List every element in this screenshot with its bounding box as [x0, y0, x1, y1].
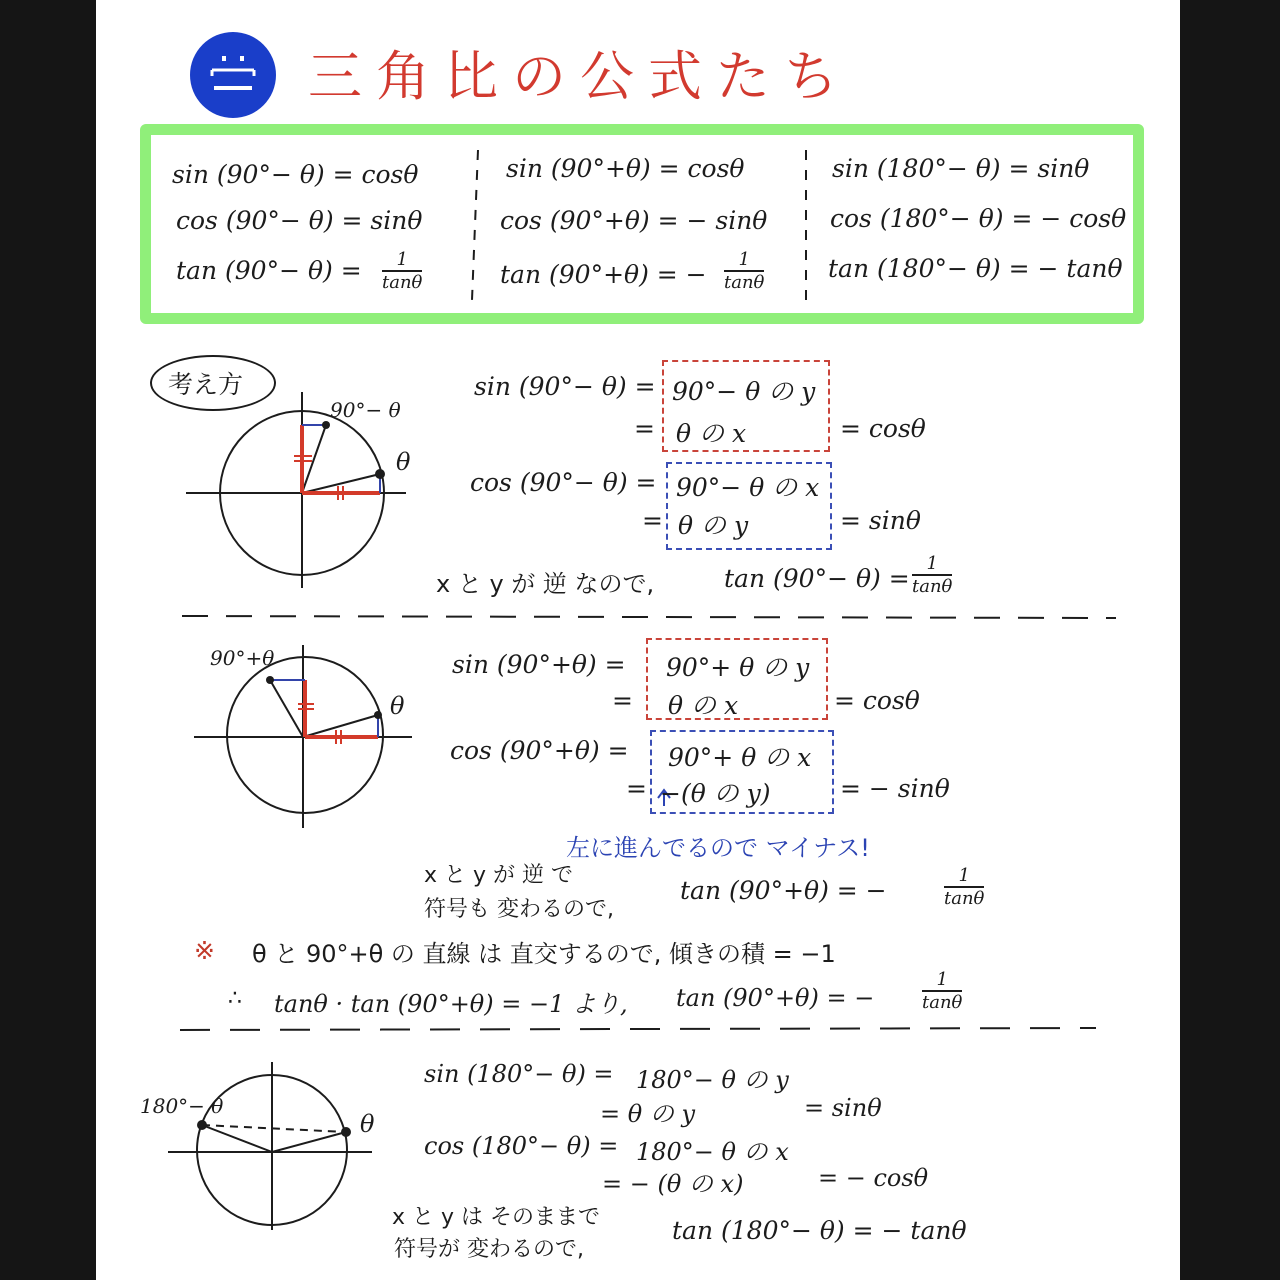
- sec3-angle-b: θ: [360, 1110, 375, 1138]
- sec2-cos-lhs: cos (90°+θ) =: [450, 736, 629, 765]
- sec3-cos-lhs: cos (180°− θ) =: [424, 1132, 619, 1160]
- sec2-tan-fraction: 1 tanθ: [944, 865, 985, 909]
- sec1-angle-b: θ: [396, 448, 411, 476]
- formula-sin-90-plus: sin (90°+θ) = cosθ: [506, 154, 745, 183]
- sec3-sin-rhs: = sinθ: [804, 1094, 882, 1122]
- sec1-sin-eq: =: [634, 414, 655, 443]
- sec2-therefore: ∴: [228, 986, 242, 1011]
- sec3-sin-lhs: sin (180°− θ) =: [424, 1060, 614, 1088]
- sec1-cos-lhs: cos (90°− θ) =: [470, 468, 657, 497]
- sec3-cos-r2: = − (θ の x): [602, 1170, 744, 1198]
- sec2-angle-a: 90°+θ: [210, 646, 275, 670]
- sec1-sin-box1: 90°− θ の y: [672, 377, 816, 406]
- sec2-note-fraction: 1 tanθ: [922, 969, 963, 1013]
- sec1-cos-rhs: = sinθ: [840, 506, 921, 535]
- sec2-tan-note2: 符号も 変わるので,: [424, 897, 614, 922]
- sec2-cos-box2: −(θ の y): [660, 779, 771, 808]
- sec3-tan-note1: x と y は そのままで: [392, 1205, 601, 1230]
- sec3-tan-note2: 符号が 変わるので,: [394, 1237, 584, 1262]
- formula-tan-90-minus: tan (90°− θ) =: [176, 256, 362, 285]
- formula-tan-180-minus: tan (180°− θ) = − tanθ: [828, 254, 1123, 283]
- sec1-sin-rhs: = cosθ: [840, 414, 926, 443]
- sec2-cos-box1: 90°+ θ の x: [668, 743, 812, 772]
- sec2-note-mark: ※: [194, 936, 215, 965]
- sec1-cos-box2: θ の y: [678, 511, 749, 540]
- sec2-sin-box2: θ の x: [668, 691, 739, 720]
- page-title: 三角比の公式たち: [308, 45, 852, 108]
- formula-sin-180-minus: sin (180°− θ) = sinθ: [832, 154, 1090, 183]
- sec3-cos-rhs: = − cosθ: [818, 1164, 929, 1192]
- sec2-sin-box1: 90°+ θ の y: [666, 653, 810, 682]
- sec3-angle-a: 180°− θ: [140, 1094, 224, 1118]
- sec1-cos-eq: =: [642, 506, 663, 535]
- sec2-tan-lhs: tan (90°+θ) = −: [680, 876, 887, 905]
- formula-cos-90-minus: cos (90°− θ) = sinθ: [176, 206, 423, 235]
- sec3-sin-r2: = θ の y: [600, 1100, 696, 1128]
- unit-circle-2: [194, 645, 412, 828]
- formula-tan-90-minus-fraction: 1 tanθ: [382, 249, 423, 293]
- sec2-cos-rhs: = − sinθ: [840, 774, 950, 803]
- sec2-cos-eq: =: [626, 774, 647, 803]
- formula-cos-90-plus: cos (90°+θ) = − sinθ: [500, 206, 768, 235]
- sec3-cos-r1: 180°− θ の x: [636, 1138, 789, 1166]
- sec2-sin-eq: =: [612, 686, 633, 715]
- sec1-sin-lhs: sin (90°− θ) =: [474, 372, 656, 401]
- formula-tan-90-plus: tan (90°+θ) = −: [500, 260, 707, 289]
- sec1-tan-lhs: tan (90°− θ) =: [724, 564, 910, 593]
- sec2-sin-lhs: sin (90°+θ) =: [452, 650, 626, 679]
- sec2-note-rhs: tan (90°+θ) = −: [676, 984, 875, 1012]
- sec3-sin-r1: 180°− θ の y: [636, 1066, 789, 1094]
- sec2-blue-note: 左に進んでるので マイナス!: [566, 834, 870, 862]
- formula-sin-90-minus: sin (90°− θ) = cosθ: [172, 160, 419, 189]
- sec1-angle-a: 90°− θ: [330, 398, 401, 422]
- sec2-tan-note1: x と y が 逆 で: [424, 863, 574, 888]
- unit-circle-3: [168, 1062, 375, 1230]
- sec2-note-line2: tanθ · tan (90°+θ) = −1 より,: [274, 990, 628, 1018]
- method-label: 考え方: [168, 370, 244, 399]
- formula-cos-180-minus: cos (180°− θ) = − cosθ: [830, 204, 1127, 233]
- sec1-tan-fraction: 1 tanθ: [912, 553, 953, 597]
- sec3-tan-eq: tan (180°− θ) = − tanθ: [672, 1216, 967, 1245]
- formula-tan-90-plus-fraction: 1 tanθ: [724, 249, 765, 293]
- sec2-note-line: θ と 90°+θ の 直線 は 直交するので, 傾きの積 = −1: [252, 940, 836, 968]
- sec2-sin-rhs: = cosθ: [834, 686, 920, 715]
- sec1-cos-box1: 90°− θ の x: [676, 473, 820, 502]
- sec1-sin-box2: θ の x: [676, 419, 747, 448]
- sec1-tan-note: x と y が 逆 なので,: [436, 570, 655, 598]
- sec2-angle-b: θ: [390, 692, 405, 720]
